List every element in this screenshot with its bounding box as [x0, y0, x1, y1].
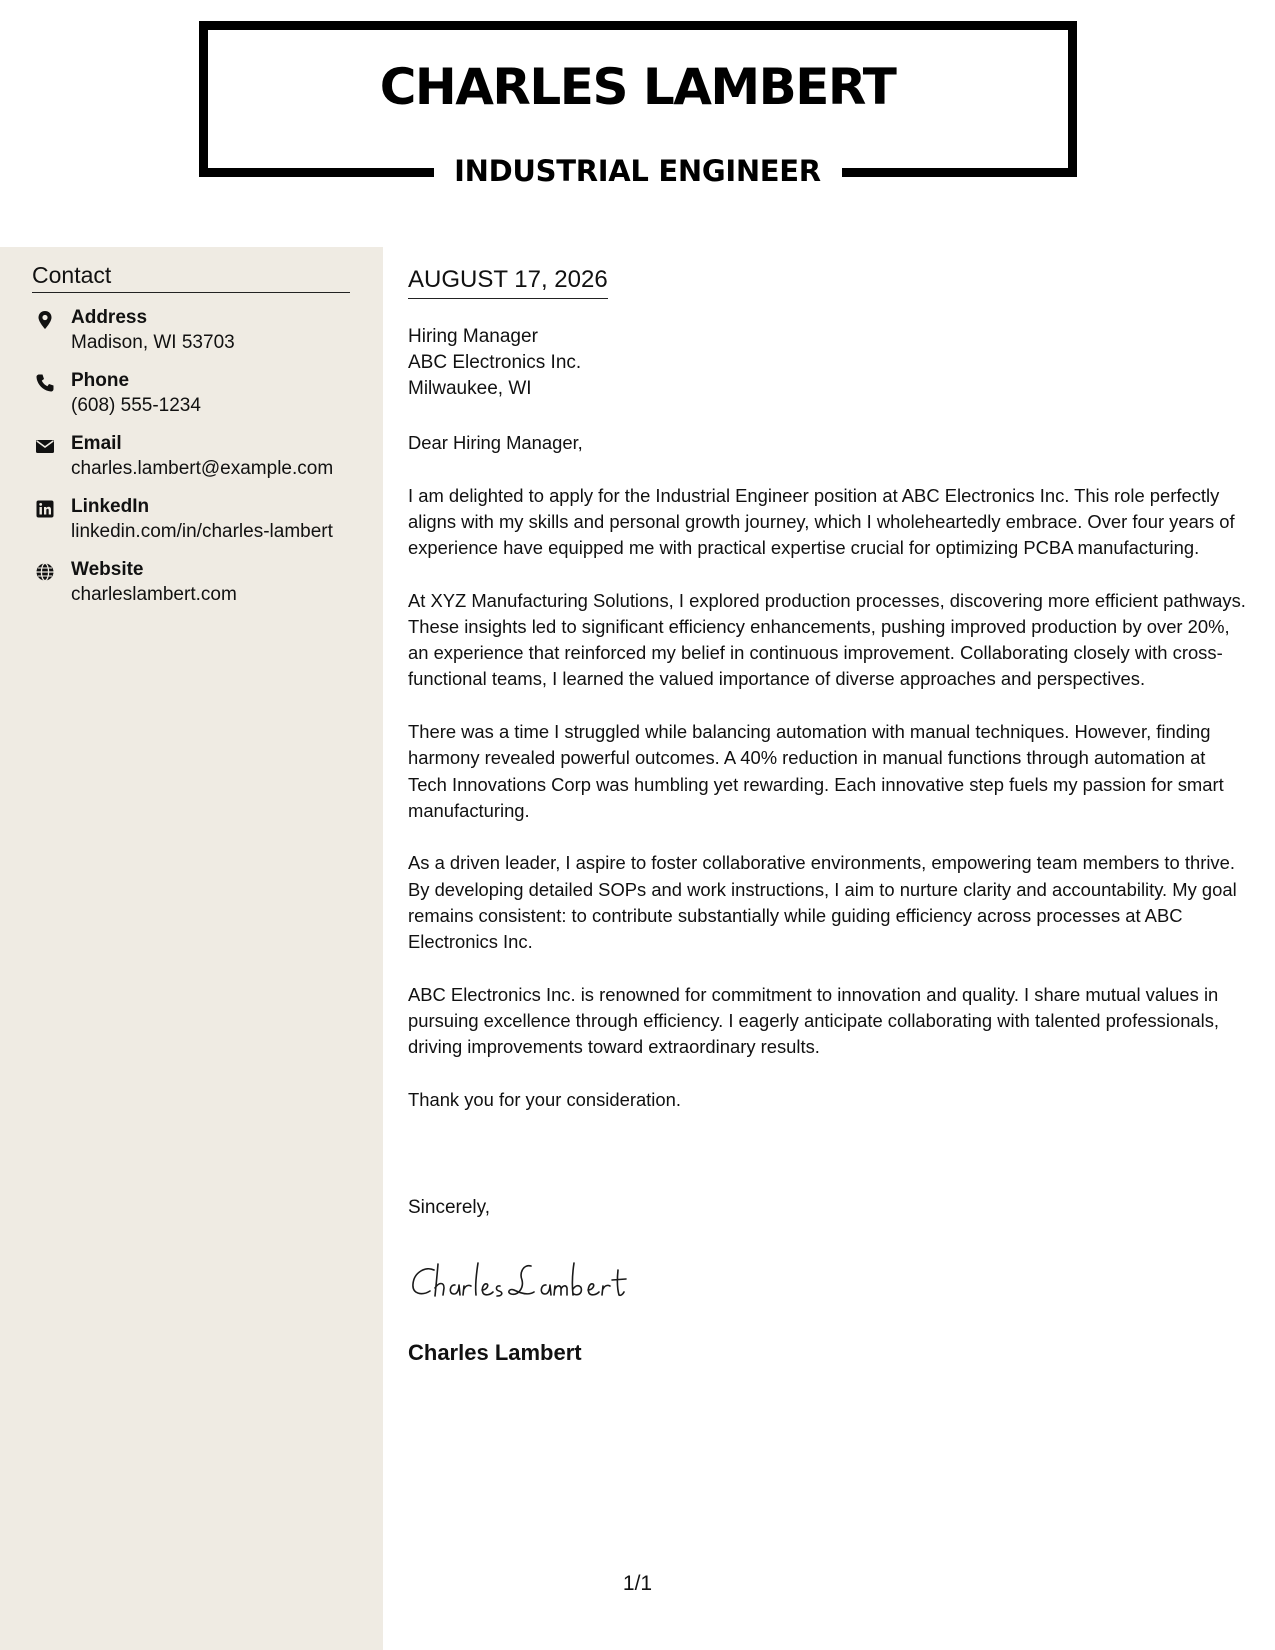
linkedin-link[interactable]: linkedin.com/in/charles-lambert [71, 521, 333, 542]
phone-icon [35, 373, 55, 393]
recipient-block [408, 324, 581, 402]
job-title: INDUSTRIAL ENGINEER [454, 154, 821, 188]
contact-label: Phone [71, 370, 130, 391]
globe-icon [35, 562, 55, 582]
signer-name: Charles Lambert [408, 1340, 582, 1365]
website-link[interactable]: charleslambert.com [71, 584, 237, 605]
letter-date: AUGUST 17, 2026 [408, 266, 608, 299]
contact-heading: Contact [32, 262, 350, 293]
linkedin-icon [35, 499, 55, 519]
contact-value: Madison, WI 53703 [71, 332, 235, 353]
paragraph: At XYZ Manufacturing Solutions, I explored production processes, discovering more efficient pathways. These insights led to significant efficiency enhancements, pushing improved production by over 20%, an experience that reinforced my belief in continuous improvement. Collaborating closely with cross-functional teams, I learned the valued importance of diverse approaches and perspectives. [408, 589, 1246, 690]
contact-label: Email [71, 433, 122, 454]
recipient-line: Milwaukee, WI [408, 378, 532, 399]
paragraph: As a driven leader, I aspire to foster collaborative environments, empowering team members to thrive. By developing detailed SOPs and work instructions, I aim to nurture clarity and accountability. My goal remains consistent: to contribute substantially while guiding efficiency across processes at ABC Electronics Inc. [408, 852, 1237, 953]
letter-body [408, 430, 1248, 1140]
paragraph: There was a time I struggled while balancing automation with manual techniques. However, finding harmony revealed powerful outcomes. A 40% reduction in manual functions through automation at Tech Innovations Corp was humbling yet rewarding. Each innovative step fuels my passion for smart manufacturing. [408, 721, 1224, 821]
closing: Sincerely, [408, 1197, 491, 1218]
paragraph: I am delighted to apply for the Industrial Engineer position at ABC Electronics Inc. This role perfectly aligns with my skills and personal growth journey, which I wholeheartedly embrace. Over four years of experience have equipped me with practical expertise crucial for optimizing PCBA manufacturing. [408, 484, 1235, 559]
paragraph: Thank you for your consideration. [408, 1088, 681, 1110]
contact-value: (608) 555-1234 [71, 395, 201, 416]
handwritten-signature [408, 1258, 668, 1304]
contact-label: LinkedIn [71, 496, 150, 517]
applicant-name: CHARLES LAMBERT [379, 58, 896, 116]
envelope-icon [35, 436, 55, 456]
email-link[interactable]: charles.lambert@example.com [71, 458, 334, 479]
greeting: Dear Hiring Manager, [408, 432, 583, 453]
location-pin-icon [35, 310, 55, 330]
paragraph: ABC Electronics Inc. is renowned for commitment to innovation and quality. I share mutual values in pursuing excellence through efficiency. I eagerly anticipate collaborating with talented professionals, driving improvements toward extraordinary results. [408, 983, 1220, 1058]
recipient-line: Hiring Manager [408, 326, 538, 347]
contact-label: Website [71, 559, 144, 580]
page-number: 1/1 [622, 1572, 653, 1595]
recipient-line: ABC Electronics Inc. [408, 352, 582, 373]
contact-label: Address [71, 307, 148, 328]
